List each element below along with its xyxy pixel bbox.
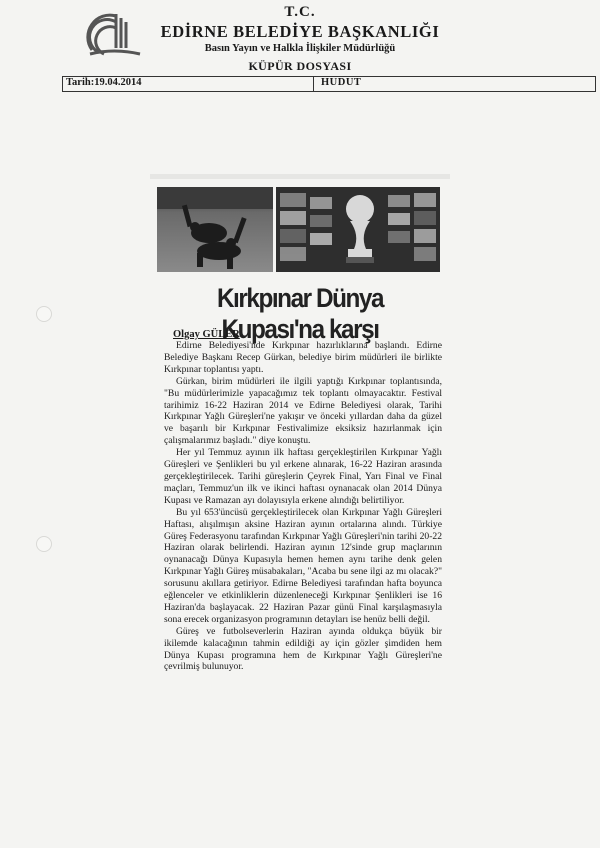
source-label: HUDUT bbox=[321, 77, 362, 88]
header-kupur: KÜPÜR DOSYASI bbox=[248, 59, 352, 73]
header-tc: T.C. bbox=[284, 4, 316, 20]
article-headline: Kırkpınar Dünya Kupası'na karşı bbox=[216, 283, 384, 344]
info-divider bbox=[313, 77, 314, 91]
header-subtitle: Basın Yayın ve Halkla İlişkiler Müdürlüğü bbox=[204, 43, 396, 54]
clipping-edge bbox=[150, 174, 450, 179]
date-label: Tarih:19.04.2014 bbox=[66, 77, 142, 88]
punch-hole bbox=[36, 536, 52, 552]
article-paragraph: Gürkan, birim müdürleri ile ilgili yaptığı Kırkpınar toplantısında, "Bu müdürlerimizle yapacağımız tek toplantı olmayacaktır. Festival tarihimiz 16-22 Haziran 2014 ve Edirne Belediyesi olarak, Tarihi Kırkpınar Yağlı Güreşleri'ne yakışır ve önceki yıllardan daha da güzel ve başarılı bir Kırkpınar Festivalimize eksiksiz hazırlanmak için çalışmalarımız başladı." diye konuştu. bbox=[164, 375, 442, 447]
world-cup-flags-photo bbox=[276, 187, 440, 272]
header-title: EDİRNE BELEDİYE BAŞKANLIĞI bbox=[160, 22, 440, 41]
article-paragraph: Edirne Belediyesi'nde Kırkpınar hazırlıklarına başlandı. Edirne Belediye Başkanı Recep Gürkan, belediye birim müdürleri ile birlikte Kırkpınar toplantısı yaptı. bbox=[164, 340, 442, 375]
article-body bbox=[164, 340, 442, 673]
wrestling-photo bbox=[157, 187, 273, 272]
article-paragraph: Bu yıl 653'üncüsü gerçekleştirilecek olan Kırkpınar Yağlı Güreşleri Haftası, alışılmışın aksine Haziran ayının ortalarına alındı. Türkiye Güreş Federasyonu tarafından Kırkpınar Yağlı Güreşleri'nin tarihi 20-22 Haziran olarak belirlendi. Haziran ayının 12'sinde grup maçlarının oynanacağı Dünya Kupasıyla hemen hemen aynı tarihe denk gelen Kırkpınar Yağlı Güreş müsabakaları, "Acaba bu sene ilgi az mı olacak?" sorusunu akıllara getiriyor. Edirne Belediyesi tarafından hafta boyunca eğlenceler ve etkinliklerin düzenleneceği Kırkpınar Şenlikleri ise 16 Haziran'da başlayacak. 22 Haziran Pazar günü Final karşılaşmasıyla sona erecek organizasyon programının detayları ise henüz belli değil. bbox=[164, 506, 442, 625]
punch-hole bbox=[36, 306, 52, 322]
edirne-municipality-logo-icon bbox=[86, 8, 142, 64]
info-bar bbox=[62, 76, 596, 92]
article-paragraph: Her yıl Temmuz ayının ilk haftası gerçekleştirilen Kırkpınar Yağlı Güreşleri ve Şenlikleri bu yıl erkene alınarak, 16-22 Haziran arasında gerçekleştirilecek. Tarihi güreşlerin Çeyrek Final, Yarı Final ve Final maçları, Temmuz'un ilk ve ikinci haftası oynanacak olan 2014 Dünya Kupası ve Ramazan ayı dolayısıyla erkene alındığı belirtiliyor. bbox=[164, 447, 442, 506]
article-author: Olgay GÜLER bbox=[173, 329, 240, 340]
article-paragraph: Güreş ve futbolseverlerin Haziran ayında oldukça büyük bir ikilemde kalacağının tahmin edildiği ay için gözler şimdiden hem Dünya Kupası programına hem de Kırkpınar Yağlı Güreşleri'ne çevrilmiş bulunuyor. bbox=[164, 625, 442, 673]
